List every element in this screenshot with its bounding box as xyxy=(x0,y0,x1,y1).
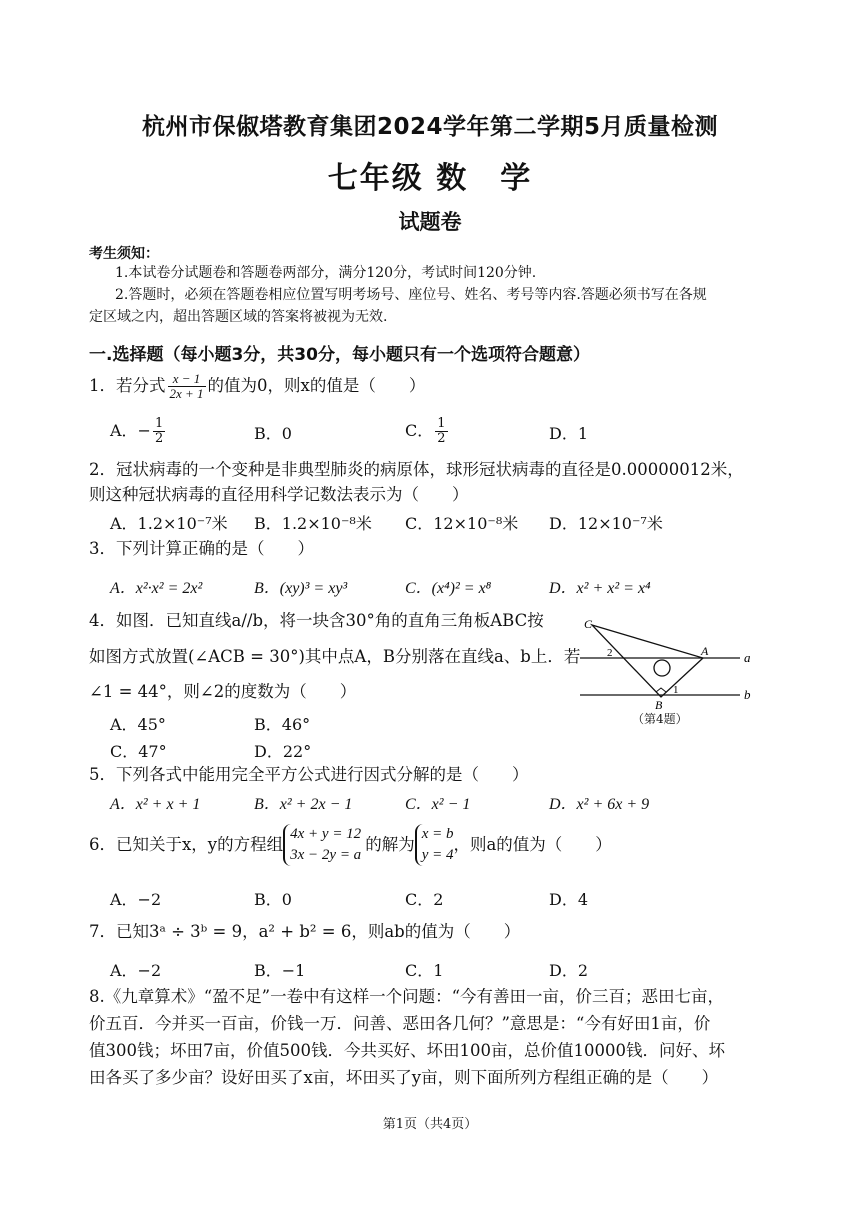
q3-option-a: A．x²·x² = 2x² xyxy=(110,580,203,597)
question-8-line1: 8.《九章算术》“盈不足”一卷中有这样一个问题：“今有善田一亩，价三百；恶田七亩， xyxy=(89,987,725,1006)
q3-option-c: C．(x⁴)² = x⁸ xyxy=(405,580,492,597)
q5-option-d: D．x² + 6x + 9 xyxy=(549,796,650,813)
q6-pre: 6．已知关于x，y的方程组 xyxy=(89,835,284,854)
exam-title: 杭州市保俶塔教育集团2024学年第二学期5月质量检测 xyxy=(141,114,719,140)
q1-a-label: A．− xyxy=(110,421,151,440)
q3-option-d: D．x² + x² = x⁴ xyxy=(549,580,651,597)
triangle-abc xyxy=(592,625,703,697)
q6-option-c: C．2 xyxy=(405,890,444,909)
q3-option-b: B．(xy)³ = xy³ xyxy=(254,580,348,597)
q7-option-a: A．−2 xyxy=(110,961,162,980)
q6-mid: 的解为 xyxy=(365,835,415,854)
question-8-line3: 值300钱；坏田7亩，价值500钱．今共买好、坏田100亩，总价值10000钱．问好、坏 xyxy=(89,1041,725,1060)
subject-title: 七年级 数 学 xyxy=(327,161,533,196)
q2-option-c: C．12×10⁻⁸米 xyxy=(405,514,519,533)
question-2-line2: 则这种冠状病毒的直径用科学记数法表示为（ ） xyxy=(89,485,469,504)
question-6 xyxy=(89,824,612,866)
question-5: 5．下列各式中能用完全平方公式进行因式分解的是（ ） xyxy=(89,765,529,784)
label-line-a: a xyxy=(744,650,751,665)
q4-option-c: C．47° xyxy=(110,742,167,761)
q6-eq1: 4x + y = 12 xyxy=(290,826,362,842)
q6-eq2: 3x − 2y = a xyxy=(290,847,362,863)
q1-c-label: C． xyxy=(405,421,434,440)
question-8-line2: 价五百．今并买一百亩，价钱一万．问善、恶田各几何？”意思是：“今有好田1亩，价 xyxy=(89,1014,711,1033)
q5-option-a: A．x² + x + 1 xyxy=(110,796,201,813)
q1-fraction xyxy=(168,372,206,401)
q1-option-a xyxy=(110,417,167,446)
label-a-point: A xyxy=(701,644,709,658)
q1-option-b: B．0 xyxy=(254,424,292,443)
q4-option-d: D．22° xyxy=(254,742,312,761)
q2-option-d: D．12×10⁻⁷米 xyxy=(549,514,663,533)
label-line-b: b xyxy=(744,687,751,702)
q4-figure-caption: （第4题） xyxy=(632,712,688,726)
q4-option-b: B．46° xyxy=(254,715,311,734)
q1-den: 2x + 1 xyxy=(169,386,204,401)
q1-a-den: 2 xyxy=(154,431,164,446)
section-title: 一.选择题（每小题3分，共30分，每小题只有一个选项符合题意） xyxy=(89,345,590,365)
question-3: 3．下列计算正确的是（ ） xyxy=(89,539,314,558)
notice-item-2a: 2.答题时，必须在答题卷相应位置写明考场号、座位号、姓名、考号等内容.答题必须书写在各规 xyxy=(115,287,707,303)
q5-option-c: C．x² − 1 xyxy=(405,796,471,813)
paper-title: 试题卷 xyxy=(398,210,462,234)
page-number: 第1页（共4页） xyxy=(382,1117,478,1132)
q7-option-d: D．2 xyxy=(549,961,589,980)
question-7: 7．已知3ᵃ ÷ 3ᵇ = 9，a² + b² = 6，则ab的值为（ ） xyxy=(89,922,521,941)
angle-1-label: 1 xyxy=(673,684,679,696)
q2-option-a: A．1.2×10⁻⁷米 xyxy=(110,514,228,533)
angle-2-label: 2 xyxy=(607,647,613,659)
label-c: C xyxy=(584,617,593,631)
q6-sol2: y = 4 xyxy=(421,847,454,863)
notice-item-2b: 定区域之内，超出答题区域的答案将被视为无效. xyxy=(89,309,388,325)
q1-post: 的值为0，则x的值是（ ） xyxy=(207,376,426,395)
q7-option-b: B．−1 xyxy=(254,961,306,980)
right-angle-mark xyxy=(656,688,666,692)
question-1 xyxy=(89,372,425,401)
triangle-hole xyxy=(654,660,670,676)
q2-option-b: B．1.2×10⁻⁸米 xyxy=(254,514,372,533)
q7-option-c: C．1 xyxy=(405,961,444,980)
question-4-line1: 4．如图．已知直线a//b，将一块含30°角的直角三角板ABC按 xyxy=(89,611,544,630)
q1-option-d: D．1 xyxy=(549,424,589,443)
question-4-line3: ∠1 = 44°，则∠2的度数为（ ） xyxy=(89,682,357,701)
q4-figure xyxy=(578,615,758,715)
q6-post: ，则a的值为（ ） xyxy=(453,835,612,854)
q1-a-num: 1 xyxy=(154,416,164,431)
q1-pre: 1．若分式 xyxy=(89,376,166,395)
q6-option-b: B．0 xyxy=(254,890,292,909)
q1-c-den: 2 xyxy=(437,431,446,446)
q6-option-a: A．−2 xyxy=(110,890,162,909)
q6-system-1 xyxy=(283,824,361,866)
question-2-line1: 2．冠状病毒的一个变种是非典型肺炎的病原体，球形冠状病毒的直径是0.00000012米， xyxy=(89,460,744,479)
q4-option-a: A．45° xyxy=(110,715,166,734)
q6-option-d: D．4 xyxy=(549,890,589,909)
q1-num: x − 1 xyxy=(168,372,206,387)
question-8-line4: 田各买了多少亩？设好田买了x亩，坏田买了y亩，则下面所列方程组正确的是（ ） xyxy=(89,1068,719,1087)
notice-item-1: 1.本试卷分试题卷和答题卷两部分，满分120分，考试时间120分钟. xyxy=(115,265,537,281)
q6-system-2 xyxy=(415,824,454,866)
label-b-point: B xyxy=(655,698,663,712)
q1-c-num: 1 xyxy=(437,416,446,431)
notice-heading: 考生须知： xyxy=(89,246,159,262)
q6-sol1: x = b xyxy=(421,826,454,842)
q1-option-c xyxy=(405,417,450,446)
question-4-line2: 如图方式放置(∠ACB = 30°)其中点A，B分别落在直线a、b上．若 xyxy=(89,647,581,666)
q5-option-b: B．x² + 2x − 1 xyxy=(254,796,353,813)
